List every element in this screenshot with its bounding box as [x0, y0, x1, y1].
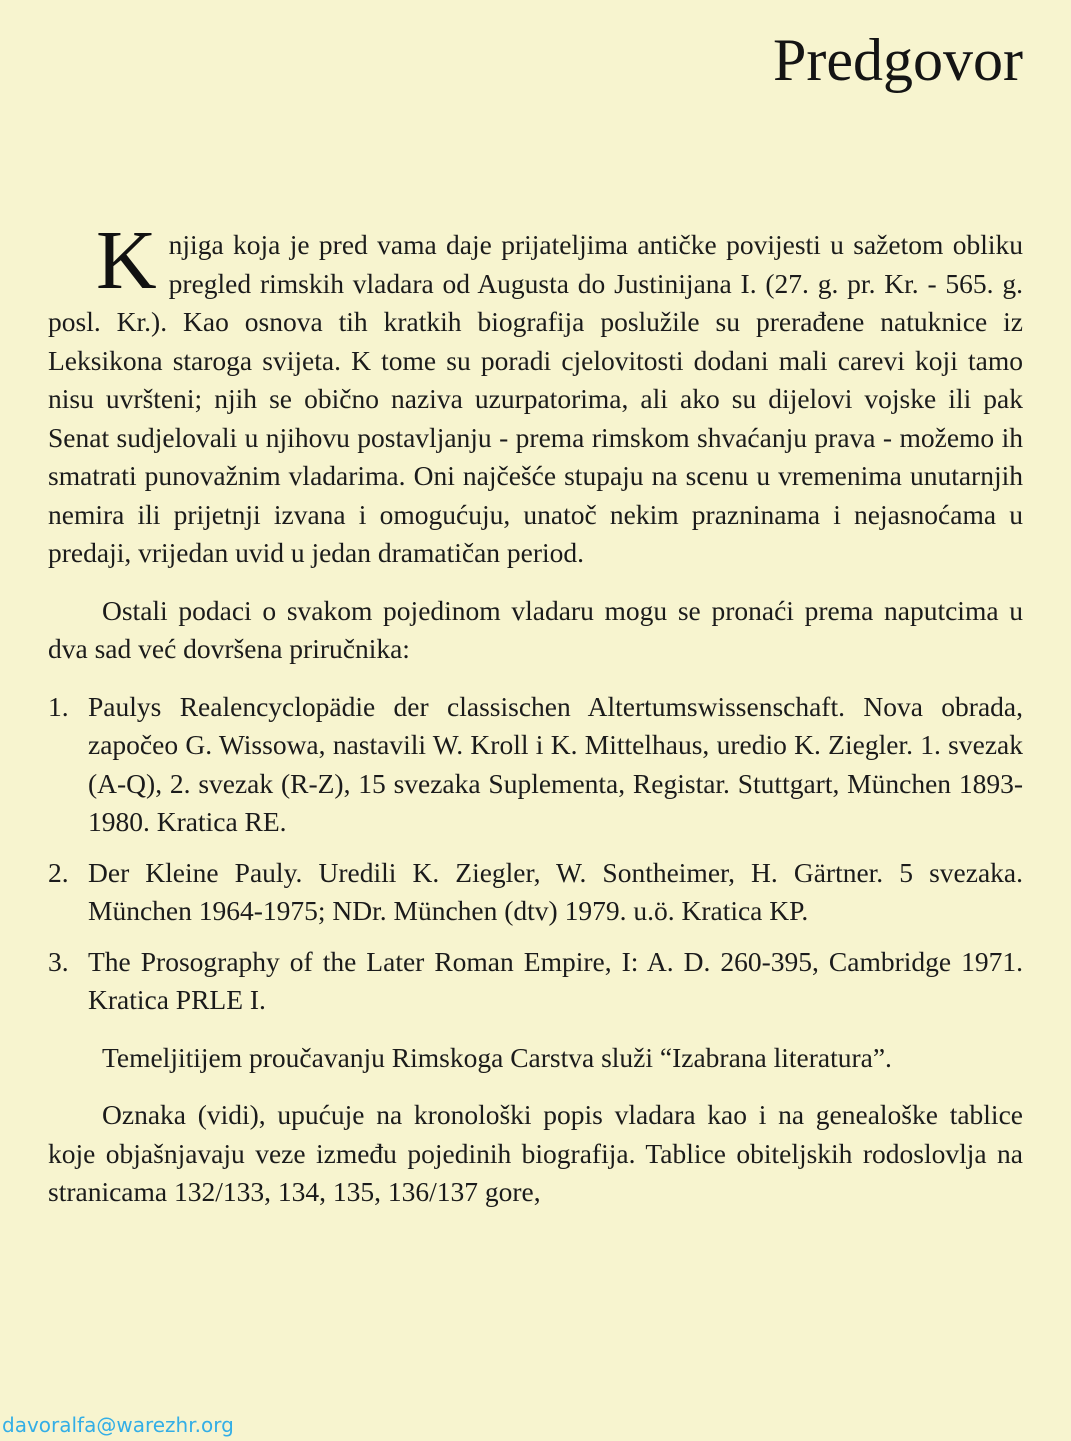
reference-item: [48, 688, 1023, 842]
reference-text: Paulys Realencyclopädie der classischen Altertumswissenschaft. Nova obrada, započeo G. Wissowa, nastavili W. Kroll i K. Mittelhaus, uredio K. Ziegler. 1. svezak (A-Q), 2. svezak (R-Z), 15 svezaka Suplementa, Registar. Stuttgart, München 1893-1980. Kratica RE.: [88, 690, 1023, 837]
intro-paragraph: [48, 214, 1023, 573]
reference-number: 1.: [48, 690, 69, 722]
literature-paragraph: Temeljitijem proučavanju Rimskoga Carstva služi “Izabrana literatura”.: [102, 1041, 892, 1073]
reference-text: Der Kleine Pauly. Uredili K. Ziegler, W. Sontheimer, H. Gärtner. 5 svezaka. München 1964-1975; NDr. München (dtv) 1979. u.ö. Kratica KP.: [88, 856, 1023, 926]
drop-cap: K: [96, 214, 157, 307]
reference-item: [48, 943, 1023, 1020]
chapter-title: Predgovor: [773, 27, 1023, 93]
intro-text: njiga koja je pred vama daje prijateljima antičke povijesti u sažetom obliku pregled rimskih vladara od Augusta do Justinijana I. (27. g. pr. Kr. - 565. g. posl. Kr.). Kao osnova tih kratkih biografija poslužile su prerađene natuknice iz Leksikona staroga svijeta. K tome su poradi cjelovitosti dodani mali carevi koji tamo nisu uvršteni; njih se obično naziva uzurpatorima, ali ako su dijelovi vojske ili pak Senat sudjelovali u njihovu postavljanju - prema rimskom shvaćanju prava - možemo ih smatrati punovažnim vladarima. Oni najčešće stupaju na scenu u vremenima unutarnjih nemira ili prijetnji izvana i omogućuju, unatoč nekim prazninama i nejasnoćama u predaji, vrijedan uvid u jedan dramatičan period.: [48, 229, 1023, 568]
page-body: [48, 214, 1023, 1212]
reference-list: [48, 688, 1023, 1020]
reference-text: The Prosography of the Later Roman Empire, I: A. D. 260-395, Cambridge 1971. Kratica PRLE I.: [88, 945, 1023, 1015]
notation-paragraph: Oznaka (vidi), upućuje na kronološki popis vladara kao i na genealoške tablice koje objašnjavaju veze između pojedinih biografija. Tablice obiteljskih rodoslovlja na stranicama 132/133, 134, 135, 136/137 gore,: [48, 1099, 1023, 1207]
reference-number: 2.: [48, 856, 69, 888]
watermark-text: davoralfa@warezhr.org: [2, 1413, 234, 1437]
reference-item: [48, 854, 1023, 931]
sources-paragraph: Ostali podaci o svakom pojedinom vladaru mogu se pronaći prema naputcima u dva sad već dovršena priručnika:: [48, 594, 1023, 664]
reference-number: 3.: [48, 945, 69, 977]
